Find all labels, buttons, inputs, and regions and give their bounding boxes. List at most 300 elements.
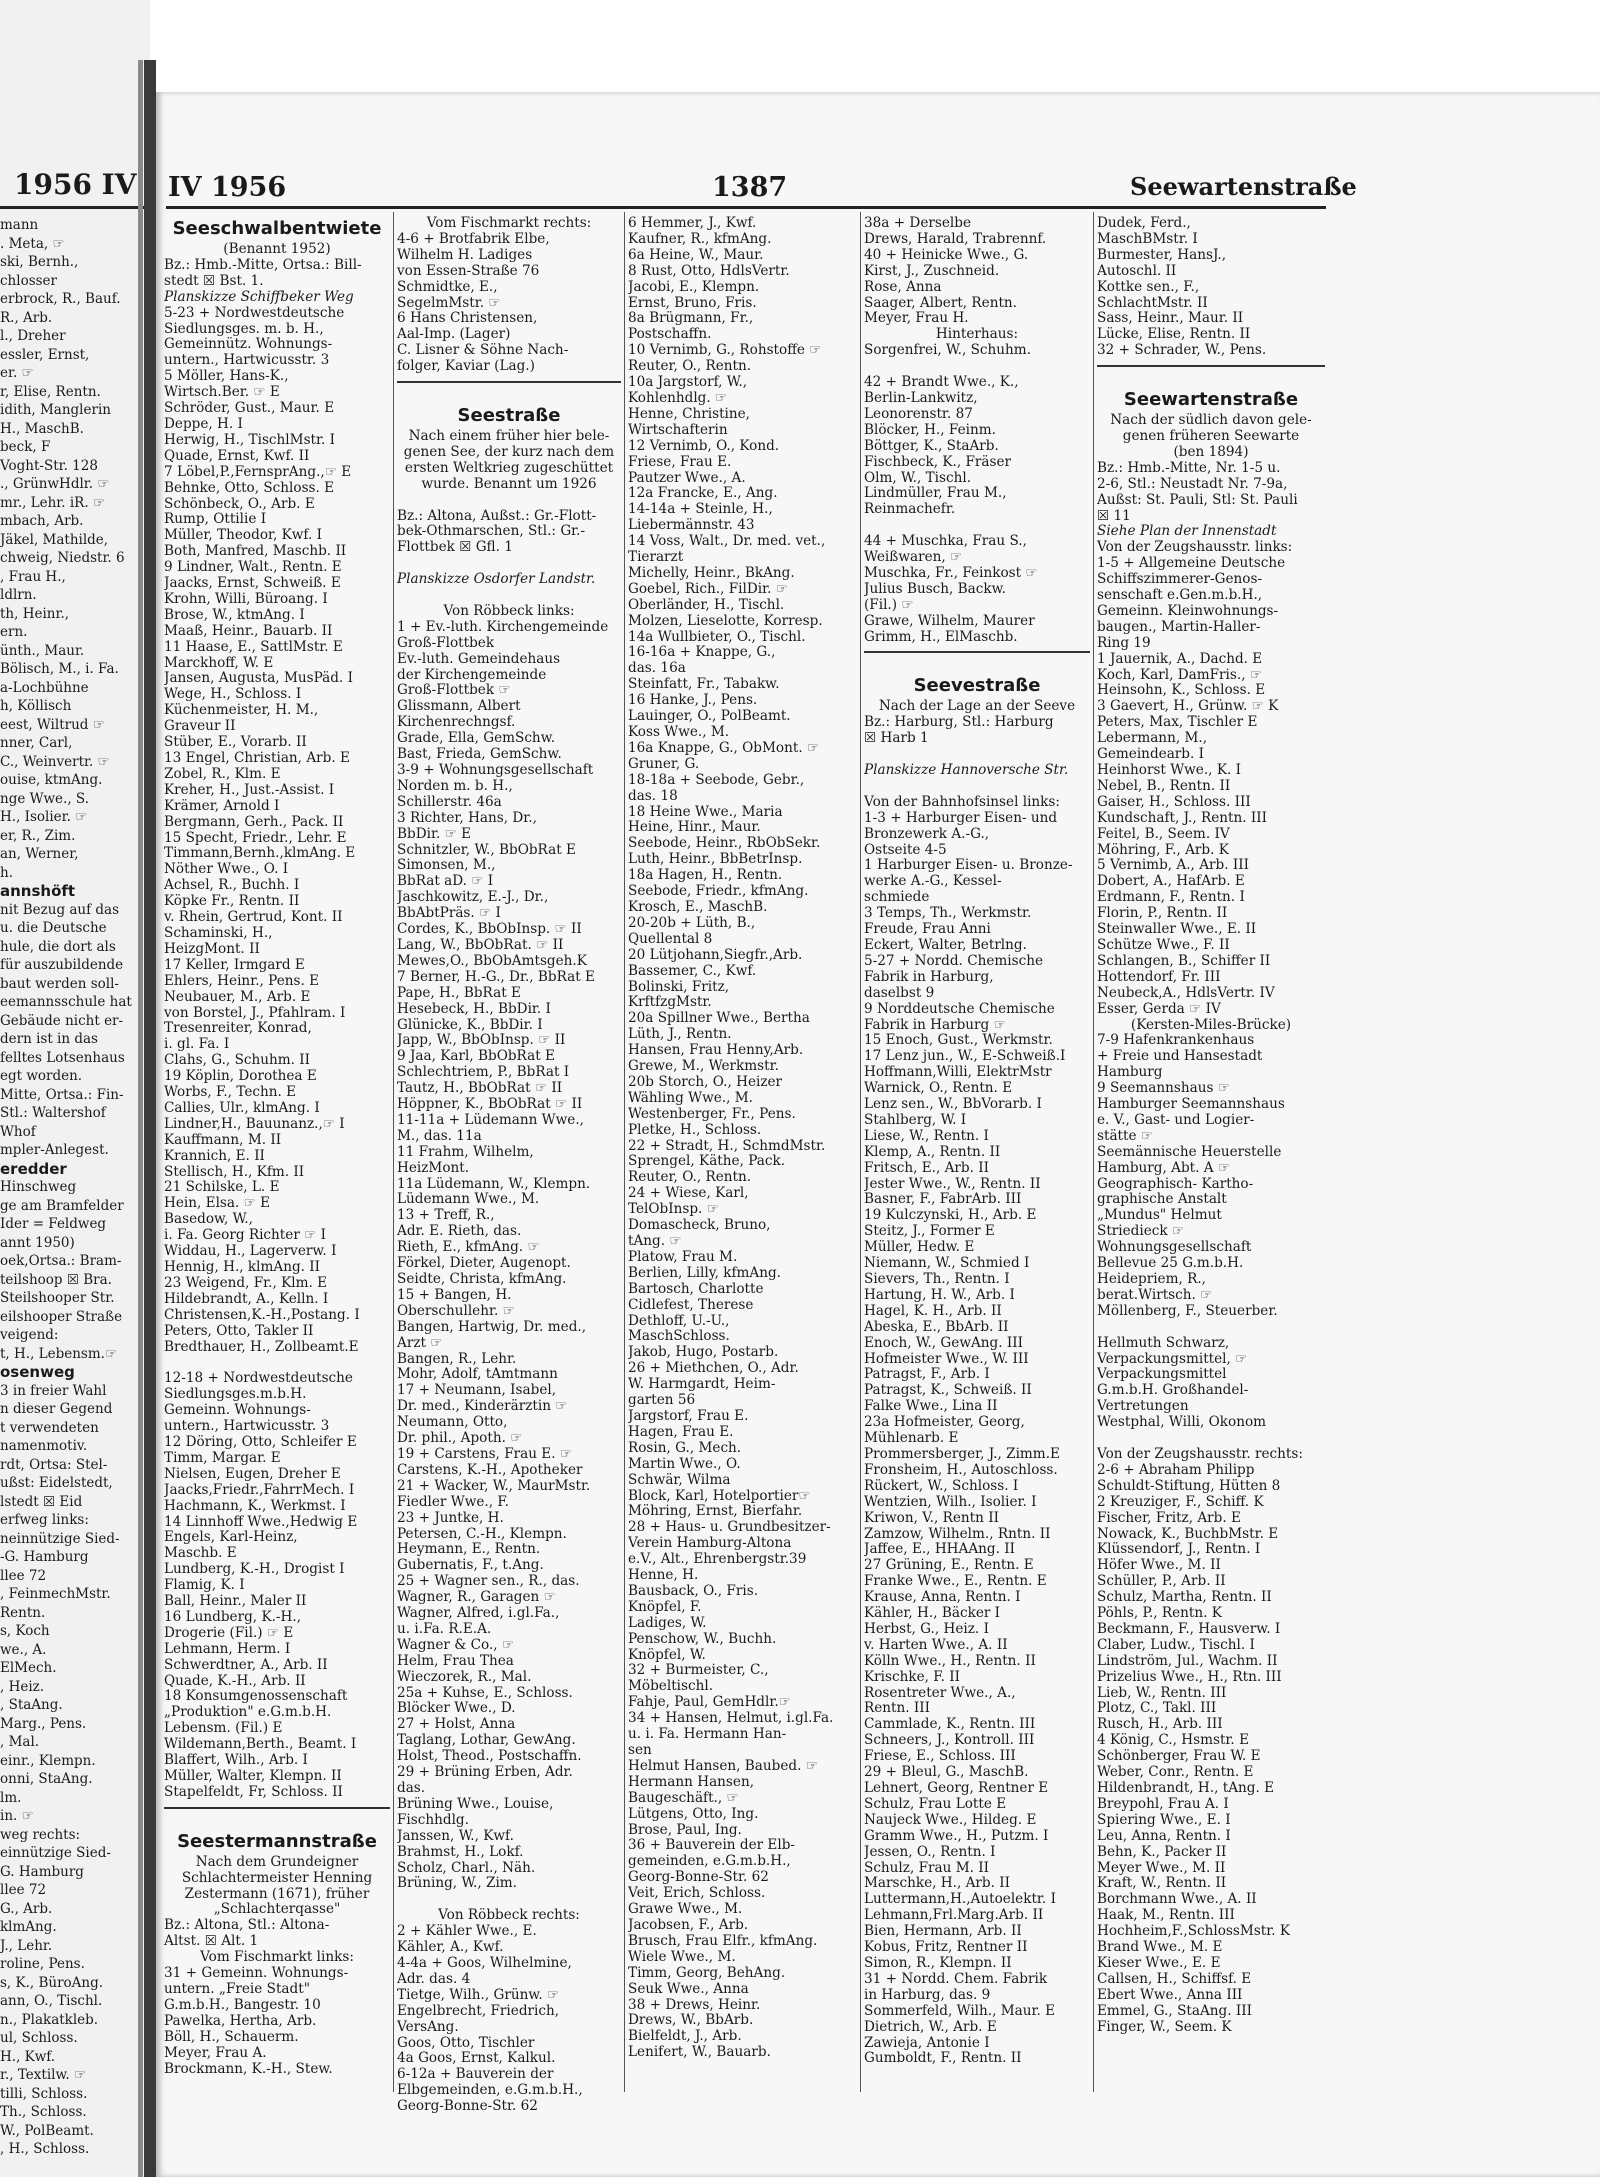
- directory-entry: Schillerstr. 46a: [397, 794, 502, 810]
- directory-entry: Ostseite 4-5: [864, 842, 947, 858]
- directory-entry: Böll, H., Schauerm.: [164, 2029, 299, 2045]
- directory-entry: 3 Temps, Th., Werkmstr.: [864, 906, 1032, 922]
- directory-entry: Brahmst, H., Lokf.: [397, 1844, 524, 1860]
- left-page-line: ern.: [0, 624, 28, 640]
- directory-entry: Peters, Max, Tischler E: [1097, 715, 1258, 731]
- directory-entry: Neubauer, M., Arb. E: [164, 989, 311, 1005]
- directory-entry: Schlachtermeister Henning: [181, 1870, 373, 1886]
- directory-entry: Deppe, H. I: [164, 416, 243, 432]
- directory-entry: Neubeck,A., HdlsVertr. IV: [1097, 985, 1275, 1001]
- directory-entry: W. Harmgardt, Heim-: [628, 1377, 776, 1393]
- left-page-line: er. ☞: [0, 365, 34, 381]
- directory-entry: Lüdemann Wwe., M.: [397, 1192, 540, 1208]
- directory-entry: Heine, Hinr., Maur.: [628, 820, 761, 836]
- directory-entry: Hochheim,F.,SchlossMstr. K: [1097, 1924, 1291, 1940]
- street-heading: Seevestraße: [913, 675, 1041, 697]
- left-page-line: onni, StaAng.: [0, 1771, 93, 1787]
- directory-entry: Ehlers, Heinr., Pens. E: [164, 973, 320, 989]
- left-page-line: lstedt ☒ Eid: [0, 1493, 83, 1510]
- directory-entry: Böttger, K., StaArb.: [864, 438, 999, 454]
- directory-entry: Clahs, G., Schuhm. II: [164, 1053, 311, 1069]
- directory-entry: 42 + Brandt Wwe., K.,: [864, 375, 1019, 391]
- directory-entry: berat.Wirtsch. ☞: [1097, 1287, 1213, 1303]
- left-page-line: Gebäude nicht er-: [0, 1012, 124, 1029]
- directory-entry: 26 + Miethchen, O., Adr.: [628, 1361, 799, 1377]
- directory-entry: Gemeinn. Kleinwohnungs-: [1097, 603, 1279, 619]
- directory-entry: Brose, W., ktmAng. I: [164, 607, 305, 623]
- directory-entry: Lindner,H., Bauunanz.,☞ I: [164, 1116, 345, 1132]
- directory-entry: werke A.-G., Kessel-: [864, 874, 1002, 890]
- directory-entry: 1-3 + Harburger Eisen- und: [864, 810, 1058, 826]
- left-page-line: u. die Deutsche: [0, 920, 107, 936]
- directory-entry: Koss Wwe., M.: [628, 725, 730, 740]
- left-page-line: mann: [0, 217, 39, 233]
- left-page-line: Jäkel, Mathilde,: [0, 531, 109, 548]
- directory-entry: Groß-Flottbek: [397, 635, 495, 651]
- directory-entry: Kieser Wwe., E. E: [1097, 1955, 1221, 1971]
- directory-entry: Taglang, Lothar, GewAng.: [397, 1733, 576, 1749]
- directory-entry: „Produktion" e.G.m.b.H.: [164, 1705, 332, 1721]
- directory-entry: (ben 1894): [1173, 444, 1249, 460]
- directory-entry: 13 Engel, Christian, Arb. E: [164, 751, 350, 766]
- left-page-line: neinnützige Sied-: [0, 1530, 120, 1547]
- directory-entry: Stahlberg, W. I: [864, 1112, 967, 1128]
- directory-entry: Schneers, J., Kontroll. III: [864, 1733, 1035, 1749]
- directory-entry: Grade, Ella, GemSchw.: [397, 731, 556, 747]
- header-rule: [166, 206, 1326, 209]
- directory-entry: Lebermann, M.,: [1097, 731, 1208, 747]
- left-page-line: llee 72: [0, 1882, 47, 1898]
- directory-entry: Reuter, O., Rentn.: [628, 1170, 752, 1186]
- directory-entry: Knöpfel, F.: [628, 1599, 702, 1615]
- directory-entry: Nach der Lage an der Seeve: [878, 699, 1076, 715]
- left-page-line: s, Koch: [0, 1623, 50, 1639]
- directory-entry: Küchenmeister, H. M.,: [164, 703, 319, 719]
- left-page-line: , H., Schloss.: [0, 2141, 90, 2157]
- directory-entry: Schlechtriem, P., BbRat I: [397, 1065, 570, 1081]
- directory-entry: Kriwon, V., Rentn II: [864, 1510, 999, 1526]
- directory-entry: wurde. Benannt um 1926: [421, 476, 597, 492]
- directory-entry: Christensen,K.-H.,Postang. I: [164, 1307, 360, 1323]
- directory-entry: Kähler, H., Bäcker I: [864, 1606, 1001, 1622]
- directory-entry: Molzen, Lieselotte, Korresp.: [628, 613, 823, 629]
- directory-entry: Drews, Harald, Trabrennf.: [864, 231, 1047, 247]
- directory-entry: Groß-Flottbek ☞: [397, 683, 511, 699]
- left-page-line: nge Wwe., S.: [0, 790, 89, 807]
- directory-entry: 25a + Kuhse, E., Schloss.: [397, 1685, 573, 1701]
- directory-entry: Meyer Wwe., M. II: [1097, 1860, 1226, 1876]
- directory-entry: Schnitzler, W., BbObRat E: [397, 842, 576, 858]
- directory-entry: Saager, Albert, Rentn.: [864, 295, 1018, 311]
- directory-entry: Rosentreter Wwe., A.,: [864, 1685, 1016, 1701]
- section-separator: [864, 651, 1090, 669]
- directory-entry: Müller, Theodor, Kwf. I: [164, 528, 322, 544]
- directory-entry: Janssen, W., Kwf.: [397, 1828, 514, 1844]
- directory-entry: 21 Schilske, L. E: [164, 1180, 280, 1196]
- directory-entry: 1 Harburger Eisen- u. Bronze-: [864, 858, 1073, 874]
- left-page-line: roline, Pens.: [0, 1956, 85, 1972]
- directory-entry: Weber, Conr., Rentn. E: [1097, 1765, 1254, 1781]
- directory-entry: Pape, H., BbRat E: [397, 985, 521, 1001]
- directory-entry: Grimm, H., ElMaschb.: [864, 629, 1018, 645]
- left-page-line: osenweg: [0, 1363, 75, 1381]
- directory-entry: [397, 588, 621, 604]
- directory-entry: Rosin, G., Mech.: [628, 1440, 742, 1456]
- left-page-line: einr., Klempn.: [0, 1752, 96, 1769]
- directory-entry: Spiering Wwe., E. I: [1097, 1812, 1231, 1828]
- directory-entry: 6 Hemmer, J., Kwf.: [628, 216, 757, 231]
- directory-entry: Quade, K.-H., Arb. II: [164, 1673, 306, 1689]
- directory-entry: Franke Wwe., E., Rentn. E: [864, 1574, 1047, 1590]
- directory-entry: Japp, W., BbObInsp. ☞ II: [397, 1033, 566, 1049]
- directory-entry: Bartosch, Charlotte: [628, 1281, 764, 1297]
- left-page-rule: [0, 206, 150, 209]
- directory-entry: Reinmachefr.: [864, 502, 956, 518]
- directory-entry: Luttermann,H.,Autoelektr. I: [864, 1892, 1056, 1908]
- left-page-line: t, H., Lebensm.☞: [0, 1345, 118, 1362]
- directory-entry: Lehmann,Frl.Marg.Arb. II: [864, 1908, 1044, 1924]
- left-page-line: Ider = Feldweg: [0, 1216, 107, 1232]
- directory-entry: Rusch, H., Arb. III: [1097, 1717, 1223, 1733]
- directory-entry: Bergmann, Gerh., Pack. II: [164, 814, 344, 830]
- directory-entry: Bz.: Altona, Außst.: Gr.-Flott-: [397, 508, 597, 524]
- left-page-line: rdt, Ortsa: Stel-: [0, 1456, 108, 1473]
- left-page-line: Voght-Str. 128: [0, 457, 98, 474]
- directory-entry: Lücke, Elise, Rentn. II: [1097, 327, 1251, 343]
- directory-entry: Patragst, K., Schweiß. II: [864, 1383, 1032, 1399]
- directory-entry: in Harburg, das. 9: [864, 1987, 991, 2003]
- directory-entry: das. 18: [628, 788, 678, 804]
- directory-entry: 27 Grüning, E., Rentn. E: [864, 1558, 1034, 1574]
- directory-entry: Vom Fischmarkt rechts:: [426, 216, 592, 231]
- directory-entry: Lenz sen., W., BbVorarb. I: [864, 1097, 1042, 1113]
- directory-entry: Stellisch, H., Kfm. II: [164, 1164, 305, 1180]
- directory-entry: Lüth, J., Rentn.: [628, 1027, 732, 1043]
- directory-entry: Kraft, W., Rentn. II: [1097, 1876, 1227, 1892]
- directory-entry: Brüning Wwe., Louise,: [397, 1796, 554, 1812]
- directory-entry: 4a Goos, Ernst, Kalkul.: [397, 2051, 556, 2067]
- directory-entry: Ernst, Bruno, Fris.: [628, 295, 757, 311]
- directory-entry: Bangen, Hartwig, Dr. med.,: [397, 1319, 587, 1335]
- directory-entry: Heinsohn, K., Schloss. E: [1097, 683, 1266, 699]
- street-heading: Seewartenstraße: [1123, 389, 1299, 411]
- directory-entry: 16a Knappe, G., ObMont. ☞: [628, 740, 820, 756]
- left-page-line: , FeinmechMstr.: [0, 1586, 111, 1602]
- directory-entry: Hamburger Seemannshaus: [1097, 1097, 1285, 1113]
- left-page-line: H., Kwf.: [0, 2048, 56, 2065]
- directory-entry: Hamburg, Abt. A ☞: [1097, 1160, 1231, 1176]
- directory-entry: [1097, 1320, 1325, 1336]
- directory-entry: Lütgens, Otto, Ing.: [628, 1806, 759, 1822]
- column-divider: [860, 212, 861, 2092]
- directory-entry: Simon, R., Klempn. II: [864, 1955, 1012, 1971]
- directory-entry: Förkel, Dieter, Augenopt.: [397, 1256, 571, 1272]
- directory-entry: genen früheren Seewarte: [1122, 428, 1300, 444]
- directory-entry: Kottke sen., F.,: [1097, 279, 1200, 295]
- directory-entry: Neumann, Otto,: [397, 1415, 508, 1431]
- directory-entry: Cammlade, K., Rentn. III: [864, 1717, 1036, 1733]
- left-page-line: W., PolBeamt.: [0, 2122, 94, 2139]
- directory-entry: Ring 19: [1097, 635, 1151, 651]
- section-separator: [1097, 365, 1325, 383]
- directory-entry: Gemeindearb. I: [1097, 747, 1205, 763]
- directory-entry: Petersen, C.-H., Klempn.: [397, 1526, 567, 1542]
- directory-entry: Pletke, H., Schloss.: [628, 1122, 762, 1138]
- directory-entry: Wohnungsgesellschaft: [1097, 1240, 1252, 1256]
- directory-entry: 2-6 + Abraham Philipp: [1097, 1462, 1255, 1478]
- directory-entry: Bellevue 25 G.m.b.H.: [1097, 1256, 1244, 1272]
- directory-entry: C. Lisner & Söhne Nach-: [397, 343, 569, 359]
- directory-entry: Berlien, Lilly, kfmAng.: [628, 1265, 782, 1281]
- directory-entry: 4-6 + Brotfabrik Elbe,: [397, 231, 550, 247]
- directory-entry: u. i. Fa. Hermann Han-: [628, 1727, 787, 1743]
- directory-entry: Brose, Paul, Ing.: [628, 1822, 742, 1838]
- directory-entry: Fischer, Fritz, Arb. E: [1097, 1510, 1241, 1526]
- directory-entry: Achsel, R., Buchh. I: [164, 878, 300, 894]
- directory-entry: 1-5 + Allgemeine Deutsche: [1097, 556, 1286, 572]
- left-page-line: lm.: [0, 1789, 22, 1806]
- directory-entry: Adr. E. Rieth, das.: [397, 1224, 522, 1240]
- directory-entry: Heidepriem, R.,: [1097, 1272, 1206, 1287]
- directory-entry: Jacobi, E., Klempn.: [628, 279, 760, 295]
- directory-entry: Breypohl, Frau A. I: [1097, 1796, 1229, 1812]
- directory-entry: HeizMont.: [397, 1160, 470, 1176]
- left-page-line: er, R., Zim.: [0, 827, 76, 844]
- directory-entry: Fritsch, E., Arb. II: [864, 1160, 990, 1176]
- directory-entry: ☒ Harb 1: [864, 731, 929, 747]
- directory-entry: Von Röbbeck rechts:: [438, 1908, 580, 1924]
- directory-entry: Norden m. b. H.,: [397, 778, 513, 794]
- directory-entry: 9 Jaa, Karl, BbObRat E: [397, 1049, 555, 1065]
- directory-entry: Möhring, F., Arb. K: [1097, 842, 1229, 858]
- directory-entry: Simonsen, M.,: [397, 858, 496, 874]
- directory-entry: Tresenreiter, Konrad,: [164, 1021, 312, 1037]
- directory-entry: Flottbek ☒ Gfl. 1: [397, 540, 513, 556]
- directory-entry: Brand Wwe., M. E: [1097, 1940, 1223, 1956]
- directory-entry: 7-9 Hafenkrankenhaus: [1097, 1033, 1255, 1049]
- directory-entry: Ladiges, W.: [628, 1615, 707, 1631]
- directory-entry: Jaacks,Friedr.,FahrrMech. I: [164, 1482, 355, 1498]
- directory-entry: Ev.-luth. Gemeindehaus: [397, 651, 561, 667]
- left-page-line: für auszubildende: [0, 957, 124, 973]
- directory-entry: Lauinger, O., PolBeamt.: [628, 709, 791, 725]
- left-page-line: nit Bezug auf das: [0, 901, 120, 918]
- left-page-line: h.: [0, 864, 13, 881]
- directory-entry: Plotz, C., Takl. III: [1097, 1701, 1217, 1717]
- directory-entry: Verpackungsmittel: [1097, 1367, 1227, 1383]
- directory-entry: Nöther Wwe., O. I: [164, 862, 289, 878]
- directory-entry: Bast, Frieda, GemSchw.: [397, 747, 562, 763]
- directory-entry: BbRat aD. ☞ I: [397, 874, 494, 890]
- directory-entry: Brusch, Frau Elfr., kfmAng.: [628, 1933, 818, 1949]
- directory-entry: Bangen, R., Lehr.: [397, 1351, 517, 1367]
- left-page-line: mr., Lehr. iR. ☞: [0, 494, 106, 511]
- left-page-line: h, Köllisch: [0, 698, 72, 714]
- street-heading: Seestermannstraße: [177, 1830, 377, 1852]
- left-page-line: Steilshooper Str.: [0, 1290, 115, 1306]
- directory-entry: 6a Heine, W., Maur.: [628, 247, 764, 263]
- directory-entry: 34 + Hansen, Helmut, i.gl.Fa.: [628, 1711, 834, 1727]
- directory-entry: Muschka, Fr., Feinkost ☞: [864, 565, 1038, 581]
- left-page-line: n dieser Gegend: [0, 1401, 113, 1417]
- directory-entry: Klüssendorf, J., Rentn. I: [1097, 1542, 1261, 1558]
- directory-entry: Eckert, Walter, Betrlng.: [864, 937, 1027, 953]
- directory-entry: Siehe Plan der Innenstadt: [1097, 524, 1277, 540]
- left-page-line: ünth., Maur.: [0, 642, 85, 659]
- directory-entry: Sommerfeld, Wilh., Maur. E: [864, 2003, 1056, 2019]
- directory-entry: 36 + Bauverein der Elb-: [628, 1838, 796, 1854]
- directory-entry: Fischbeck, K., Fräser: [864, 454, 1012, 470]
- directory-entry: Kauffmann, M. II: [164, 1132, 282, 1148]
- directory-entry: Leu, Anna, Rentn. I: [1097, 1828, 1231, 1844]
- directory-entry: SchlachtMstr. II: [1097, 295, 1208, 311]
- left-page-line: teilshoop ☒ Bra.: [0, 1271, 112, 1288]
- directory-entry: Schüller, P., Arb. II: [1097, 1574, 1226, 1590]
- directory-entry: Timmann,Bernh.,klmAng. E: [164, 846, 356, 862]
- directory-entry: Seuk Wwe., Anna: [628, 1981, 749, 1997]
- directory-entry: 15 + Bangen, H.: [397, 1287, 512, 1303]
- directory-entry: [864, 518, 1090, 534]
- directory-entry: Wieczorek, R., Mal.: [397, 1669, 532, 1685]
- directory-entry: 1 + Ev.-luth. Kirchengemeinde: [397, 619, 609, 635]
- directory-entry: Timm, Georg, BehAng.: [628, 1965, 786, 1981]
- directory-entry: 11 Frahm, Wilhelm,: [397, 1144, 534, 1160]
- left-page-entries: [0, 216, 146, 2159]
- directory-entry: garten 56: [628, 1393, 696, 1409]
- directory-entry: 14 Linnhoff Wwe.,Hedwig E: [164, 1514, 358, 1530]
- directory-entry: Bien, Hermann, Arb. II: [864, 1924, 1022, 1940]
- left-page-line: eemannsschule hat: [0, 994, 132, 1010]
- directory-entry: von Essen-Straße 76: [397, 263, 540, 279]
- directory-entry: MaschBMstr. I: [1097, 231, 1198, 247]
- directory-entry: Helm, Frau Thea: [397, 1653, 514, 1669]
- directory-entry: 11 Haase, E., SattlMstr. E: [164, 639, 343, 655]
- directory-entry: Fahje, Paul, GemHdlr.☞: [628, 1695, 791, 1711]
- directory-entry: Wege, H., Schloss. I: [164, 687, 302, 703]
- directory-entry: 19 Köplin, Dorothea E: [164, 1069, 317, 1085]
- left-page-line: ElMech.: [0, 1660, 57, 1676]
- left-page-line: annt 1950): [0, 1234, 75, 1251]
- directory-entry: Leonorenstr. 87: [864, 406, 973, 422]
- directory-entry: Striedieck ☞: [1097, 1224, 1185, 1240]
- directory-entry: gemeinden, e.G.m.b.H.,: [628, 1854, 791, 1870]
- directory-entry: KrftfzgMstr.: [628, 995, 712, 1011]
- directory-entry: Nach dem Grundeigner: [195, 1854, 359, 1870]
- directory-entry: Bronzewerk A.-G.,: [864, 826, 990, 842]
- directory-entry: e.V., Alt., Ehrenbergstr.39: [628, 1552, 807, 1568]
- directory-entry: Schulz, Frau M. II: [864, 1860, 989, 1876]
- directory-entry: Fabrik in Harburg,: [864, 969, 994, 985]
- directory-entry: Rose, Anna: [864, 279, 942, 295]
- directory-entry: bek-Othmarschen, Stl.: Gr.-: [397, 524, 586, 540]
- directory-entry: Georg-Bonne-Str. 62: [397, 2099, 538, 2115]
- directory-entry: Pöhls, P., Rentn. K: [1097, 1606, 1222, 1622]
- directory-entry: Engelbrecht, Friedrich,: [397, 2003, 560, 2019]
- directory-entry: Timm, Margar. E: [164, 1450, 281, 1466]
- directory-entry: [1097, 1431, 1325, 1447]
- directory-entry: 14a Wullbieter, O., Tischl.: [628, 629, 806, 645]
- directory-entry: Sass, Heinr., Maur. II: [1097, 311, 1244, 327]
- directory-entry: Rückert, W., Schloss. I: [864, 1478, 1019, 1494]
- street-heading: Seestraße: [457, 404, 561, 426]
- directory-entry: Wagner, R., Garagen ☞: [397, 1590, 556, 1606]
- directory-entry: 17 + Neumann, Isabel,: [397, 1383, 557, 1399]
- directory-entry: Penschow, W., Buchh.: [628, 1631, 777, 1647]
- left-page-line: n., Plakatkleb.: [0, 2011, 99, 2028]
- left-page-line: ldlrn.: [0, 587, 37, 603]
- directory-entry: Altst. ☒ Alt. 1: [164, 1934, 259, 1950]
- directory-entry: Freude, Frau Anni: [864, 922, 991, 938]
- directory-entry: 18 Konsumgenossenschaft: [164, 1689, 348, 1705]
- directory-entry: Drews, W., BbArb.: [628, 2013, 754, 2029]
- directory-entry: Emmel, G., StaAng. III: [1097, 2003, 1252, 2019]
- directory-entry: Burmester, HansJ.,: [1097, 247, 1227, 263]
- directory-entry: (Kersten-Miles-Brücke): [1130, 1017, 1292, 1033]
- directory-entry: e. V., Gast- und Logier-: [1097, 1112, 1255, 1128]
- directory-entry: Verein Hamburg-Altona: [628, 1536, 792, 1552]
- directory-entry: Quellental 8: [628, 931, 713, 947]
- directory-entry: HeizgMont. II: [164, 941, 260, 957]
- directory-entry: Fabrik in Harburg ☞: [864, 1017, 1006, 1033]
- directory-entry: Schulz, Frau Lotte E: [864, 1796, 1007, 1812]
- directory-entry: Cidlefest, Therese: [628, 1297, 754, 1313]
- directory-entry: 17 Keller, Irmgard E: [164, 957, 305, 973]
- directory-entry: 20 Lütjohann,Siegfr.,Arb.: [628, 947, 803, 963]
- directory-entry: Schröder, Gust., Maur. E: [164, 401, 335, 417]
- directory-entry: 15 Enoch, Gust., Werkmstr.: [864, 1033, 1053, 1049]
- directory-entry: Bassemer, C., Kwf.: [628, 963, 757, 979]
- street-heading: Seeschwalbentwiete: [172, 218, 382, 239]
- directory-entry: Gramm Wwe., H., Putzm. I: [864, 1828, 1049, 1844]
- directory-entry: Geographisch- Kartho-: [1097, 1176, 1254, 1192]
- directory-entry: Hildenbrandt, H., tAng. E: [1097, 1781, 1275, 1796]
- directory-entry: 32 + Burmeister, C.,: [628, 1663, 769, 1679]
- directory-entry: Herbst, G., Heiz. I: [864, 1621, 989, 1637]
- directory-entry: Nach der südlich davon gele-: [1110, 413, 1312, 429]
- directory-entry: BbDir. ☞ E: [397, 826, 472, 842]
- directory-entry: Michelly, Heinr., BkAng.: [628, 565, 795, 581]
- directory-entry: + Freie und Hansestadt: [1097, 1049, 1263, 1065]
- directory-entry: Hein, Elsa. ☞ E: [164, 1196, 271, 1212]
- directory-entry: 3 Gaevert, H., Grünw. ☞ K: [1097, 699, 1279, 715]
- left-page-line: R., Arb.: [0, 309, 53, 326]
- directory-entry: Adr. das. 4: [397, 1971, 471, 1987]
- directory-entry: 17 Lenz jun., W., E-Schweiß.I: [864, 1049, 1066, 1065]
- directory-entry: Krause, Anna, Rentn. I: [864, 1590, 1021, 1606]
- directory-entry: Seebode, Heinr., RbObSekr.: [628, 836, 821, 852]
- left-page-line: chweig, Niedstr. 6: [0, 550, 125, 566]
- directory-entry: Ball, Heinr., Maler II: [164, 1594, 307, 1610]
- directory-entry: 15 Specht, Friedr., Lehr. E: [164, 830, 347, 846]
- left-page-line: ., GrünwHdlr. ☞: [0, 476, 110, 492]
- directory-entry: Sprengel, Käthe, Pack.: [628, 1154, 786, 1170]
- directory-entry: Planskizze Schiffbeker Weg: [164, 289, 354, 305]
- directory-entry: Claber, Ludw., Tischl. I: [1097, 1637, 1255, 1653]
- directory-entry: Seemännische Heuerstelle: [1097, 1144, 1282, 1160]
- directory-column-5: [1097, 216, 1325, 2036]
- directory-entry: Holst, Theod., Postschaffn.: [397, 1749, 582, 1765]
- directory-entry: 1 Jauernik, A., Dachd. E: [1097, 651, 1263, 667]
- directory-entry: Mühlenarb. E: [864, 1431, 959, 1447]
- directory-entry: Finger, W., Seem. K: [1097, 2019, 1232, 2035]
- directory-entry: Steitz, J., Former E: [864, 1224, 995, 1240]
- left-page-line: , StaAng.: [0, 1697, 63, 1713]
- directory-entry: [397, 1892, 621, 1908]
- directory-entry: Grawe Wwe., M.: [628, 1902, 743, 1918]
- directory-entry: Liese, W., Rentn. I: [864, 1128, 989, 1144]
- directory-entry: Nach einem früher hier bele-: [408, 428, 610, 444]
- directory-entry: 4 König, C., Hsmstr. E: [1097, 1733, 1249, 1749]
